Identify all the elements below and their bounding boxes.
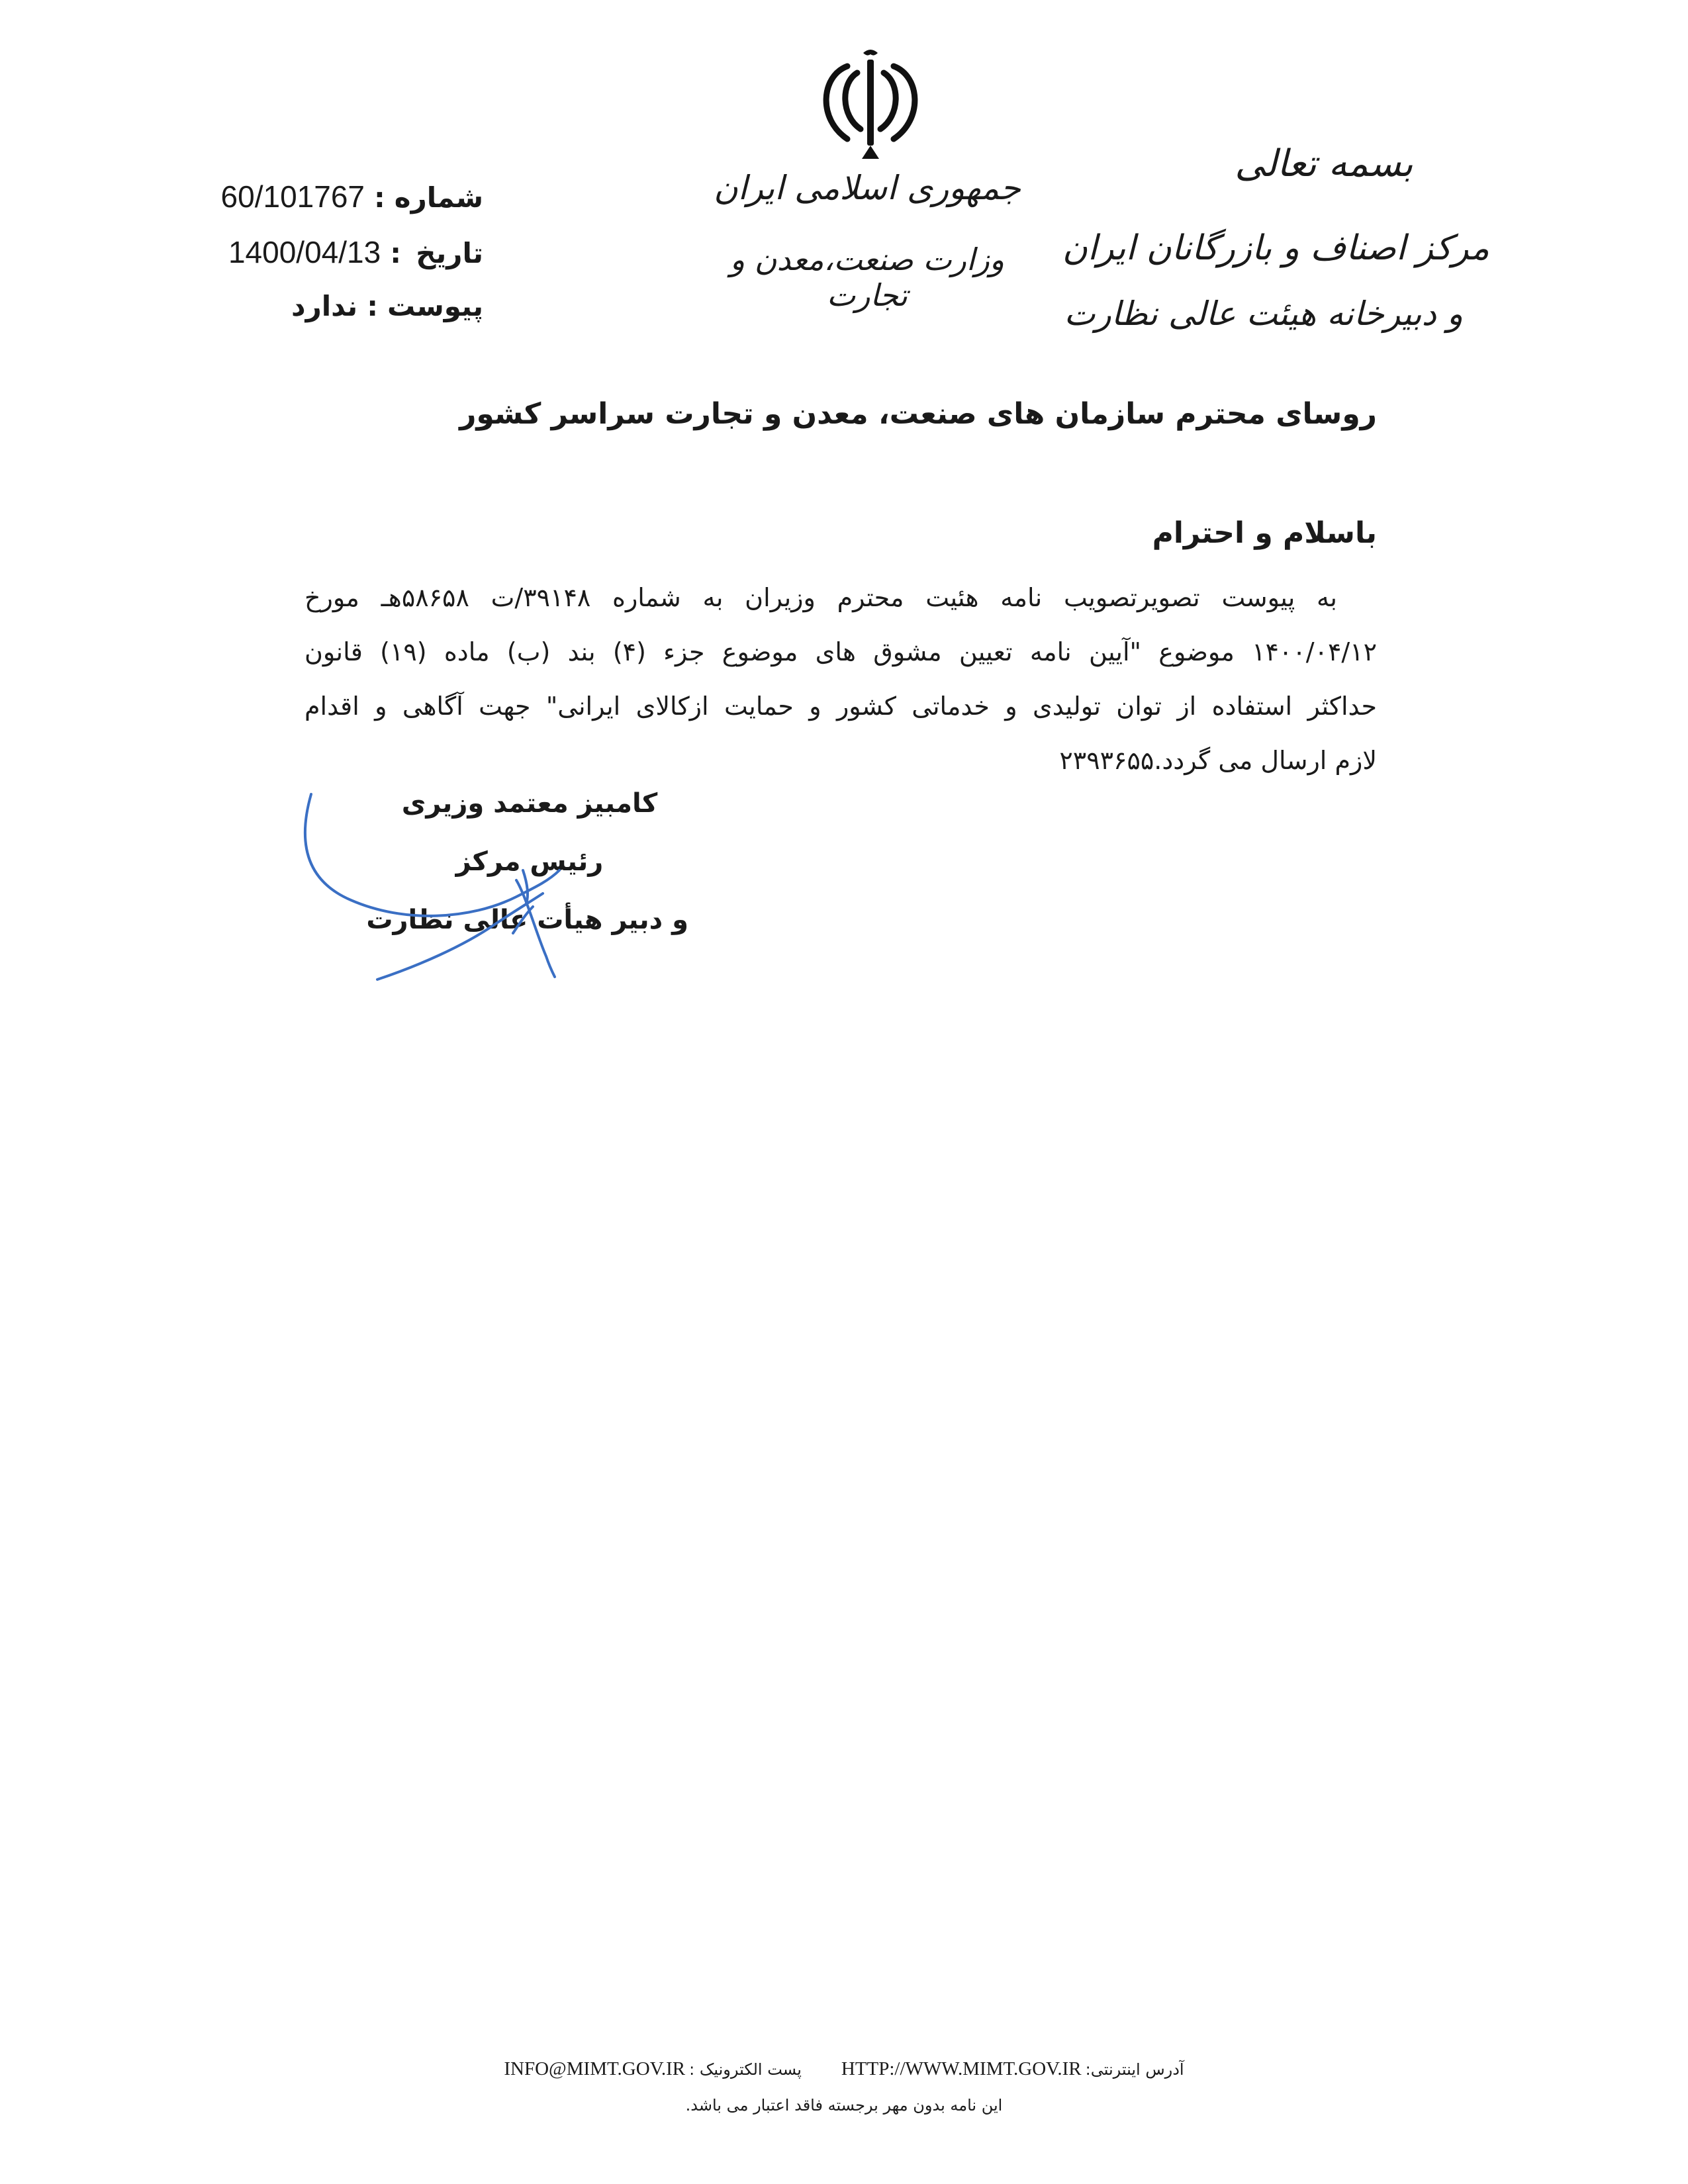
meta-separator: : xyxy=(367,290,378,322)
meta-number-row xyxy=(199,179,483,234)
body-line: لازم ارسال می گردد.۲۳۹۳۶۵۵ xyxy=(1059,746,1377,775)
bismillah-heading: بسمه تعالی xyxy=(1235,142,1413,185)
date-label: تاریخ xyxy=(416,237,483,269)
footer-email xyxy=(504,2058,801,2080)
meta-separator: : xyxy=(390,237,401,269)
meta-separator: : xyxy=(374,181,385,214)
handwritten-signature xyxy=(298,781,629,999)
attachment-label: پیوست xyxy=(387,290,483,322)
email-label: پست الکترونیک : xyxy=(689,2060,802,2079)
footer-contacts xyxy=(397,2058,1291,2080)
body-line: حداکثر استفاده از توان تولیدی و خدماتی کشور و حمایت ازکالای ایرانی" جهت آگاهی و اقدام xyxy=(305,692,1377,721)
website-address[interactable]: HTTP://WWW.MIMT.GOV.IR xyxy=(841,2058,1082,2079)
number-label: شماره xyxy=(394,181,483,214)
center-name: مرکز اصناف و بازرگانان ایران xyxy=(1062,228,1489,268)
letter-body xyxy=(305,570,1377,788)
letter-footer xyxy=(397,2058,1291,2115)
letter-number: 60/101767 xyxy=(220,179,365,214)
attachment-value: ندارد xyxy=(291,290,358,322)
website-label: آدرس اینترنتی: xyxy=(1085,2060,1184,2079)
signatory-title-2: و دبیر هیأت عالی نظارت xyxy=(366,905,688,935)
recipient-line: روسای محترم سازمان های صنعت، معدن و تجارت سراسر کشور xyxy=(459,397,1377,431)
email-address[interactable]: INFO@MIMT.GOV.IR xyxy=(504,2058,686,2079)
republic-name: جمهوری اسلامی ایران xyxy=(714,169,1021,207)
signatory-title: رئیس مرکز xyxy=(455,846,604,877)
letter-date: 1400/04/13 xyxy=(228,235,381,269)
greeting-line: باسلام و احترام xyxy=(1152,516,1377,550)
signatory-name: کامبیز معتمد وزیری xyxy=(401,788,658,819)
ministry-name: وزارت صنعت،معدن و تجارت xyxy=(729,242,1005,313)
iran-emblem-icon xyxy=(808,46,933,165)
validity-note: این نامه بدون مهر برجسته فاقد اعتبار می باشد. xyxy=(685,2096,1003,2115)
meta-attachment-row xyxy=(199,290,483,345)
body-line: ۱۴۰۰/۰۴/۱۲ موضوع "آیین نامه تعیین مشوق های موضوع جزء (۴) بند (ب) ماده (۱۹) قانون xyxy=(305,637,1377,666)
meta-date-row xyxy=(199,234,483,290)
body-line: به پیوست تصویرتصویب نامه هئیت محترم وزیران به شماره ۳۹۱۴۸/ت ۵۸۶۵۸هـ مورخ xyxy=(305,583,1338,612)
letter-meta xyxy=(199,179,483,345)
center-secretariat: و دبیرخانه هیئت عالی نظارت xyxy=(1064,295,1463,333)
footer-website xyxy=(841,2058,1184,2080)
